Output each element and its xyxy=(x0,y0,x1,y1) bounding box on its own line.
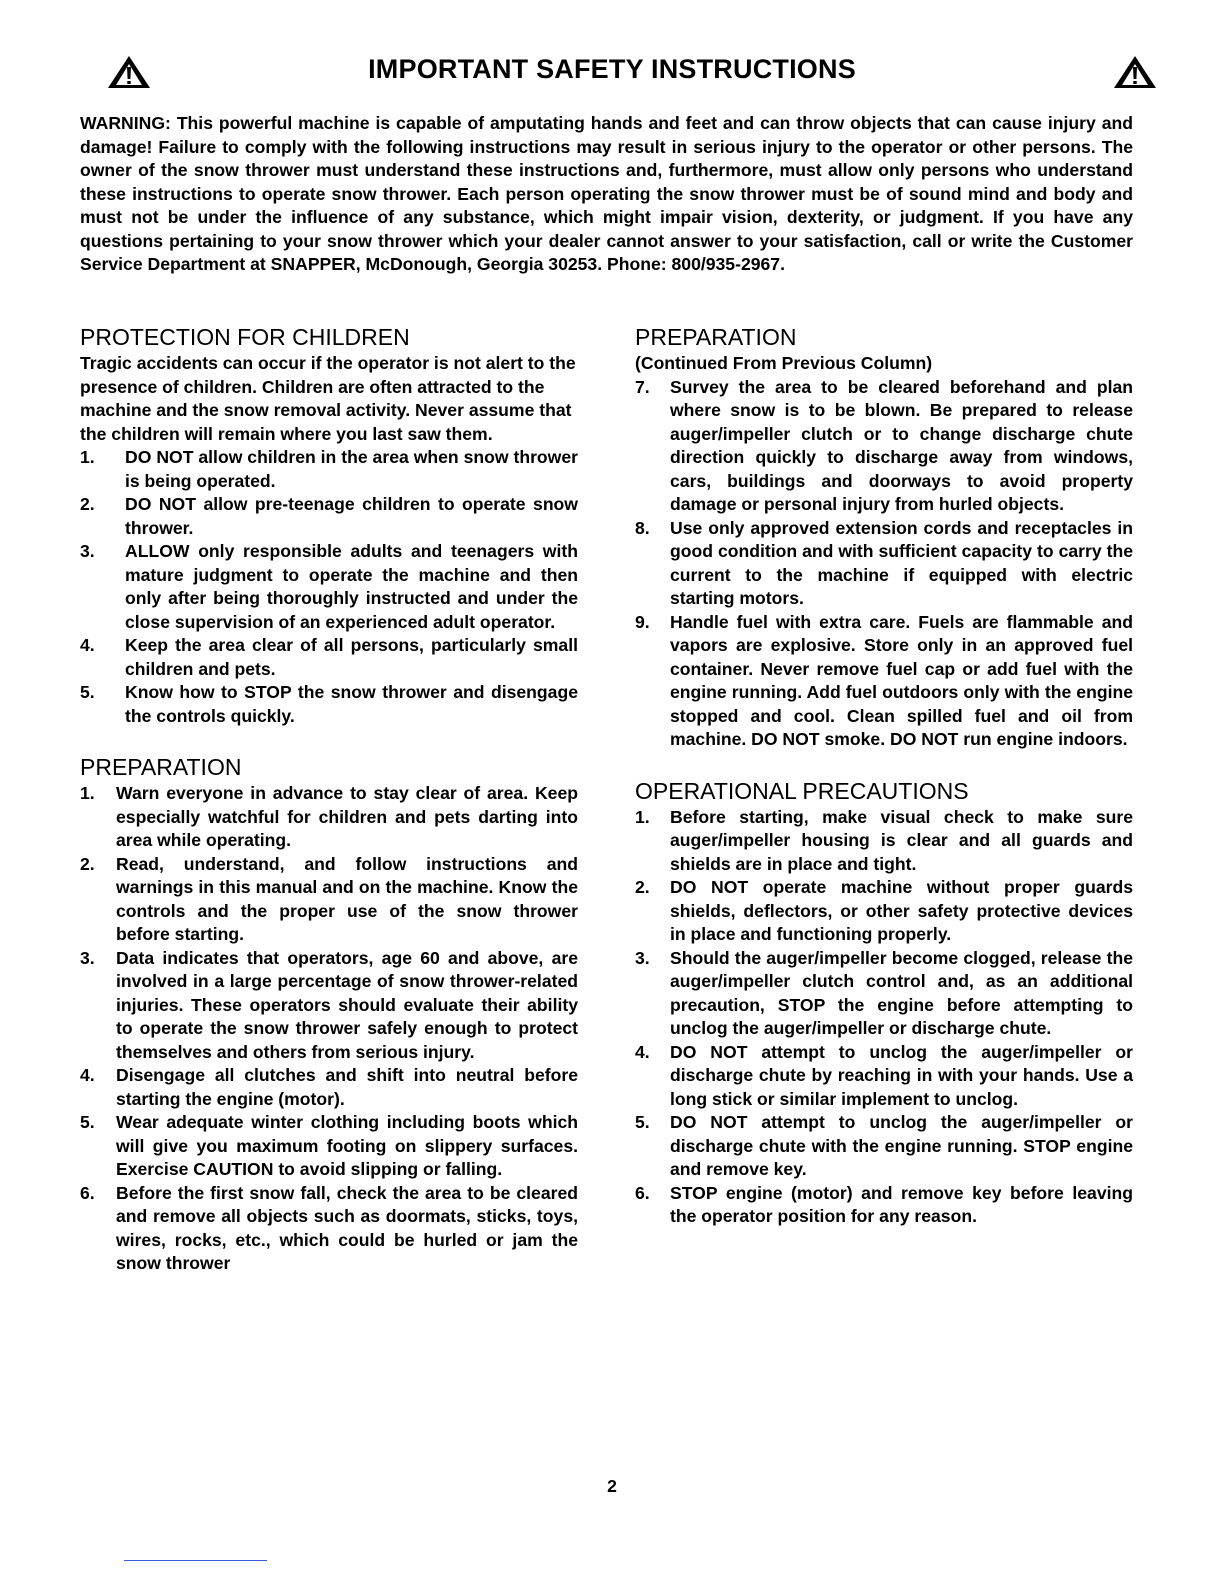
list-item-text: Before the first snow fall, check the area to be cleared and remove all objects such as doormats, sticks, toys, wires, rocks, etc., which could be hurled or jam the snow thrower xyxy=(116,1182,578,1273)
list-item-number: 9. xyxy=(635,611,650,632)
page-number: 2 xyxy=(607,1476,617,1496)
preparation-list xyxy=(80,782,578,1276)
list-item-text: Warn everyone in advance to stay clear of area. Keep especially watchful for children and pets darting into area while operating. xyxy=(116,783,578,850)
list-item xyxy=(80,853,578,947)
list-item-text: DO NOT attempt to unclog the auger/impeller or discharge chute with the engine running. STOP engine and remove key. xyxy=(670,1112,1133,1179)
list-item xyxy=(635,1041,1133,1112)
left-column xyxy=(80,322,578,1276)
section-preparation xyxy=(80,752,578,1276)
list-item-text: STOP engine (motor) and remove key before leaving the operator position for any reason. xyxy=(670,1182,1133,1226)
list-item xyxy=(80,681,578,728)
list-item xyxy=(635,611,1133,752)
right-column xyxy=(635,322,1133,1229)
list-item-text: DO NOT operate machine without proper guards shields, deflectors, or other safety protective devices in place and functioning properly. xyxy=(670,877,1133,944)
list-item-number: 6. xyxy=(80,1182,95,1203)
list-item-text: ALLOW only responsible adults and teenagers with mature judgment to operate the machine and then only after being thoroughly instructed and under the close supervision of an experienced adult operator. xyxy=(125,541,578,632)
footer-rule xyxy=(124,1560,267,1561)
section-heading: PREPARATION xyxy=(80,754,242,780)
list-item xyxy=(80,1064,578,1111)
list-item-text: Handle fuel with extra care. Fuels are flammable and vapors are explosive. Store only in an approved fuel container. Never remove fuel cap or add fuel with the engine running. Add fuel outdoors only with the engine stopped and cool. Clean spilled fuel and oil from machine. DO NOT smoke. DO NOT run engine indoors. xyxy=(670,611,1133,749)
list-item-number: 2. xyxy=(80,853,95,874)
list-item xyxy=(635,376,1133,517)
list-item-number: 1. xyxy=(80,447,95,467)
preparation-continued-list xyxy=(635,376,1133,752)
list-item-number: 1. xyxy=(635,806,650,827)
section-heading: OPERATIONAL PRECAUTIONS xyxy=(635,777,969,804)
page-title: IMPORTANT SAFETY INSTRUCTIONS xyxy=(368,54,856,84)
list-item-text: DO NOT allow children in the area when snow thrower is being operated. xyxy=(125,447,578,491)
section-operational-precautions xyxy=(635,776,1133,1229)
list-item-number: 3. xyxy=(80,947,95,968)
section-intro: Tragic accidents can occur if the operator is not alert to the presence of children. Children are often attracted to the machine and the snow removal activity. Never assume that the children will remain where you last saw them. xyxy=(80,353,576,444)
list-item-text: Know how to STOP the snow thrower and disengage the controls quickly. xyxy=(125,682,578,726)
children-list xyxy=(80,446,578,728)
list-item-number: 7. xyxy=(635,376,650,397)
list-item-text: Read, understand, and follow instructions and warnings in this manual and on the machine. Know the controls and the proper use of the snow thrower before starting. xyxy=(116,853,578,944)
list-item-text: Use only approved extension cords and receptacles in good condition and with sufficient capacity to carry the current to the machine if equipped with electric starting motors. xyxy=(670,517,1133,608)
list-item xyxy=(635,806,1133,877)
list-item xyxy=(635,1182,1133,1229)
list-item-text: DO NOT allow pre-teenage children to operate snow thrower. xyxy=(125,494,578,538)
list-item-text: Data indicates that operators, age 60 and above, are involved in a large percentage of snow thrower-related injuries. These operators should evaluate their ability to operate the snow thrower safely enough to protect themselves and others from serious injury. xyxy=(116,947,578,1062)
list-item-number: 3. xyxy=(80,541,95,561)
warning-triangle-icon xyxy=(1112,54,1158,90)
section-subheading: (Continued From Previous Column) xyxy=(635,353,933,373)
list-item xyxy=(80,446,578,493)
list-item-text: Keep the area clear of all persons, particularly small children and pets. xyxy=(125,635,578,679)
section-protection-for-children xyxy=(80,322,578,728)
list-item xyxy=(635,1111,1133,1182)
list-item-text: DO NOT attempt to unclog the auger/impeller or discharge chute by reaching in with your hands. Use a long stick or similar implement to unclog. xyxy=(670,1041,1133,1109)
list-item-number: 4. xyxy=(80,1065,95,1085)
list-item-number: 5. xyxy=(635,1112,650,1132)
list-item-text: Should the auger/impeller become clogged, release the auger/impeller clutch control and, as an additional precaution, STOP the engine before attempting to unclog the auger/impeller or discharge chute. xyxy=(670,947,1133,1038)
list-item xyxy=(80,540,578,634)
list-item-number: 5. xyxy=(80,1112,95,1132)
section-preparation-continued xyxy=(635,322,1133,752)
list-item-number: 1. xyxy=(80,783,95,803)
list-item xyxy=(80,1182,578,1276)
list-item xyxy=(635,517,1133,611)
list-item-number: 8. xyxy=(635,517,650,538)
list-item xyxy=(80,782,578,853)
list-item xyxy=(80,947,578,1065)
list-item-text: Disengage all clutches and shift into neutral before starting the engine (motor). xyxy=(116,1065,578,1109)
list-item-number: 4. xyxy=(635,1041,650,1062)
list-item-number: 2. xyxy=(80,494,95,514)
list-item-text: Wear adequate winter clothing including boots which will give you maximum footing on slippery surfaces. Exercise CAUTION to avoid slipping or falling. xyxy=(116,1112,578,1179)
list-item-number: 3. xyxy=(635,947,650,968)
list-item xyxy=(635,876,1133,947)
list-item-number: 2. xyxy=(635,877,650,897)
list-item-number: 4. xyxy=(80,635,95,655)
section-heading: PROTECTION FOR CHILDREN xyxy=(80,324,410,350)
warning-paragraph: WARNING: This powerful machine is capable of amputating hands and feet and can throw objects that can cause injury and damage! Failure to comply with the following instructions may result in serious injury to the operator or other persons. The owner of the snow thrower must understand these instructions and, furthermore, must allow only persons who understand these instructions to operate snow thrower. Each person operating the snow thrower must be of sound mind and body and must not be under the influence of any substance, which might impair vision, dexterity, or judgment. If you have any questions pertaining to your snow thrower which your dealer cannot answer to your satisfaction, call or write the Customer Service Department at SNAPPER, McDonough, Georgia 30253. Phone: 800/935-2967. xyxy=(80,113,1133,274)
list-item-number: 6. xyxy=(635,1182,650,1203)
operational-list xyxy=(635,806,1133,1229)
list-item-text: Survey the area to be cleared beforehand and plan where snow is to be blown. Be prepared to release auger/impeller clutch or to change discharge chute direction quickly to discharge away from windows, cars, buildings and doorways to avoid property damage or personal injury from hurled objects. xyxy=(670,376,1133,514)
list-item xyxy=(635,947,1133,1041)
list-item-number: 5. xyxy=(80,682,95,702)
list-item-text: Before starting, make visual check to make sure auger/impeller housing is clear and all guards and shields are in place and tight. xyxy=(670,806,1133,874)
list-item xyxy=(80,634,578,681)
list-item xyxy=(80,493,578,540)
list-item xyxy=(80,1111,578,1182)
section-heading: PREPARATION xyxy=(635,324,797,350)
